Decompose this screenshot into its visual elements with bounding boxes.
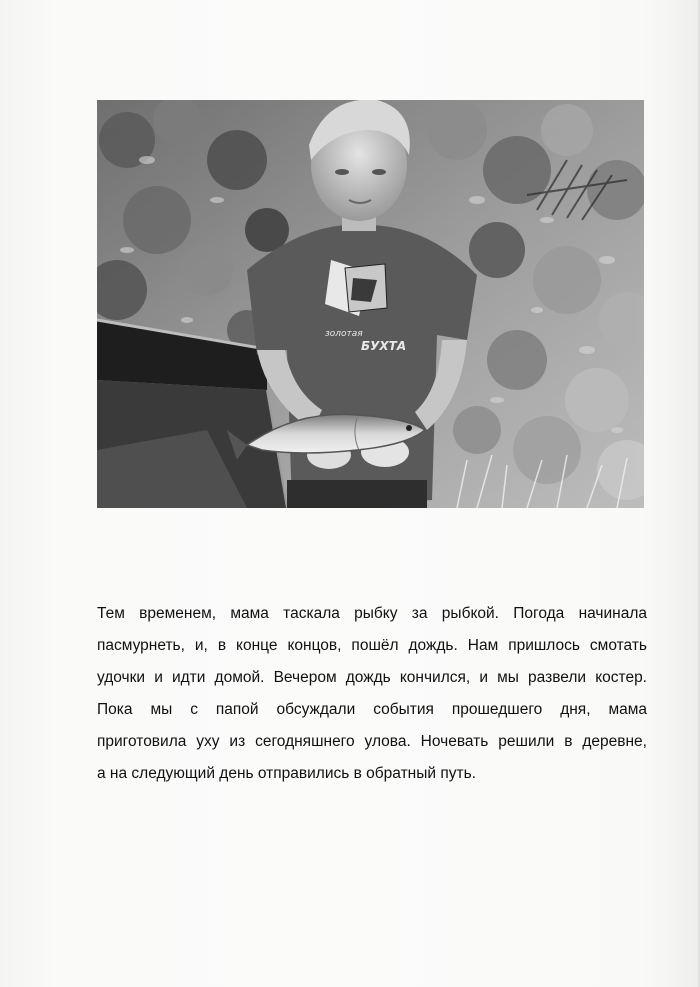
photo-boy-holding-fish (97, 100, 644, 508)
body-text-line-1: Тем временем, мама таскала рыбку за рыбкой. Погода начинала (97, 605, 647, 622)
tshirt-print-line1: золотая (325, 329, 363, 339)
tshirt-print-line2: БУХТА (361, 339, 407, 353)
body-text-line-2: пасмурнеть, и, в конце концов, пошёл дождь. Нам пришлось смотать (97, 637, 647, 654)
body-text-line-5: приготовила уху из сегодняшнего улова. Ночевать решили в деревне, (97, 733, 647, 750)
body-text-line-6: а на следующий день отправились в обратный путь. (97, 765, 476, 782)
body-text-line-4: Пока мы с папой обсуждали события прошедшего дня, мама (97, 701, 647, 718)
body-text-line-3: удочки и идти домой. Вечером дождь кончился, и мы развели костер. (97, 669, 647, 686)
body-text (97, 598, 647, 790)
photo-illustration (97, 100, 644, 508)
